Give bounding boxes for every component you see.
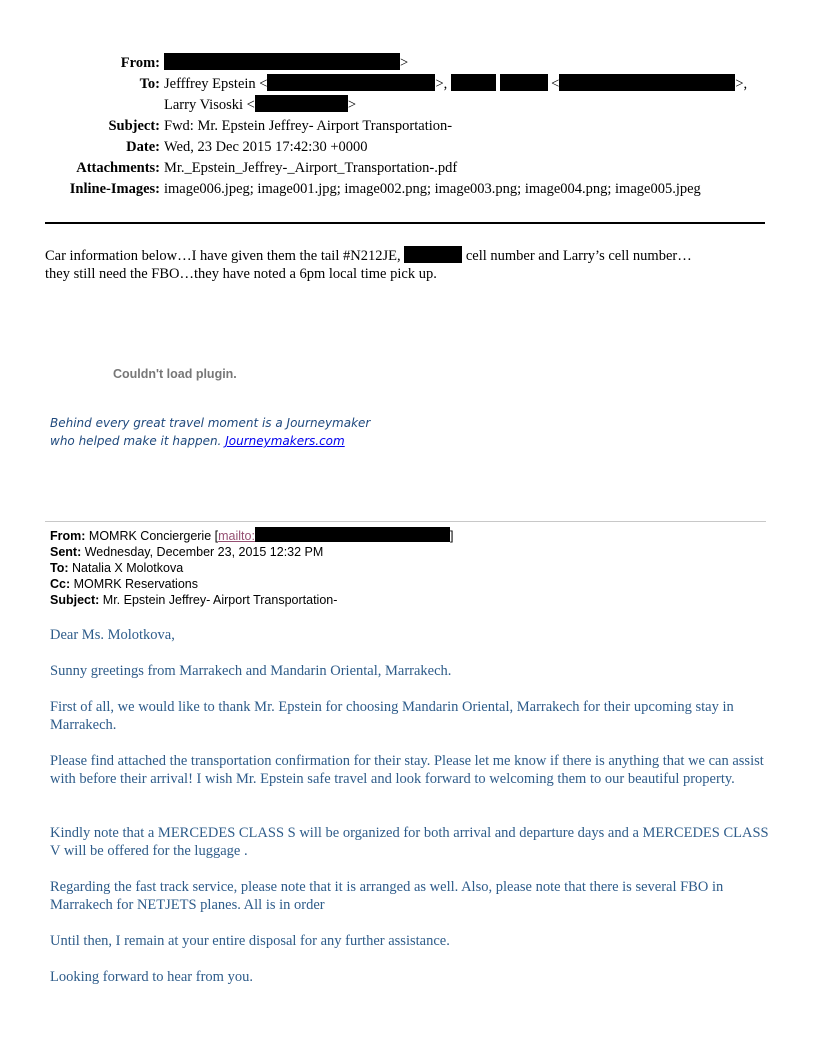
from-label: From:: [120, 55, 160, 71]
letter-greeting: Dear Ms. Molotkova,: [50, 627, 175, 643]
subject-value: Fwd: Mr. Epstein Jeffrey- Airport Transportation-: [164, 118, 453, 134]
message-body: [45, 246, 765, 283]
to-value: Jefffrey Epstein < >, < >,: [164, 76, 748, 92]
inline-images-value: image006.jpeg; image001.jpg; image002.png; image003.png; image004.png; image005.jpeg: [164, 181, 701, 197]
letter-paragraph-3: Please find attached the transportation confirmation for their stay. Please let me know if there is anything that we can assist with before their arrival! I wish Mr. Epstein safe travel and look forward to welcoming them to our beautiful property.: [50, 753, 764, 787]
forwarded-to-row: To: Natalia X Molotkova: [50, 561, 184, 575]
forwarded-from-row: From: MOMRK Conciergerie [mailto: ]: [50, 529, 454, 543]
letter-paragraph-5: Regarding the fast track service, please note that it is arranged as well. Also, please note that there is several FBO in Marrakech for NETJETS planes. All is in order: [50, 879, 724, 913]
signature-line-1: Behind every great travel moment is a Journeymaker: [50, 416, 371, 430]
message-line-1: Car information below…I have given them the tail #N212JE, cell number and Larry’s cell number…: [45, 248, 692, 264]
inline-images-label: Inline-Images:: [69, 181, 160, 197]
forwarded-header: [50, 527, 453, 608]
letter-paragraph-4: Kindly note that a MERCEDES CLASS S will be organized for both arrival and departure days and a MERCEDES CLASS V will be offered for the luggage .: [50, 825, 769, 859]
redaction-bar: [559, 74, 735, 91]
forward-divider: [45, 521, 766, 522]
redaction-bar: [255, 95, 348, 112]
date-label: Date:: [126, 139, 160, 155]
redaction-bar: [404, 246, 462, 263]
letter-paragraph-2: First of all, we would like to thank Mr. Epstein for choosing Mandarin Oriental, Marrakech for their upcoming stay in Marrakech.: [50, 699, 734, 733]
signature-line-2: who helped make it happen. Journeymakers.com: [50, 434, 345, 448]
attachment-link[interactable]: Mr._Epstein_Jeffrey-_Airport_Transportation-.pdf: [164, 160, 458, 176]
letter-closing: Looking forward to hear from you.: [50, 969, 253, 985]
date-value: Wed, 23 Dec 2015 17:42:30 +0000: [164, 139, 368, 155]
letter-paragraph-1: Sunny greetings from Marrakech and Mandarin Oriental, Marrakech.: [50, 663, 452, 679]
forwarded-subject-row: Subject: Mr. Epstein Jeffrey- Airport Transportation-: [50, 593, 338, 607]
plugin-error-text: Couldn't load plugin.: [113, 367, 237, 381]
redaction-bar: [451, 74, 496, 91]
forwarded-cc-row: Cc: MOMRK Reservations: [50, 577, 198, 591]
signature: [50, 414, 370, 450]
forwarded-sent-row: Sent: Wednesday, December 23, 2015 12:32 PM: [50, 545, 324, 559]
subject-label: Subject:: [108, 118, 160, 134]
redaction-bar: [267, 74, 435, 91]
redaction-bar: [164, 53, 400, 70]
journeymakers-link[interactable]: Journeymakers.com: [225, 434, 345, 448]
letter-paragraph-6: Until then, I remain at your entire disposal for any further assistance.: [50, 933, 450, 949]
redaction-bar: [255, 527, 450, 542]
message-line-2: they still need the FBO…they have noted a 6pm local time pick up.: [45, 266, 437, 282]
header-divider: [45, 222, 765, 224]
attachments-label: Attachments:: [76, 160, 160, 176]
to-label: To:: [139, 76, 160, 92]
redaction-bar: [500, 74, 548, 91]
from-value: >: [164, 53, 408, 74]
to-value-continued: Larry Visoski < >: [164, 97, 356, 113]
mailto-link[interactable]: mailto:: [218, 529, 255, 543]
